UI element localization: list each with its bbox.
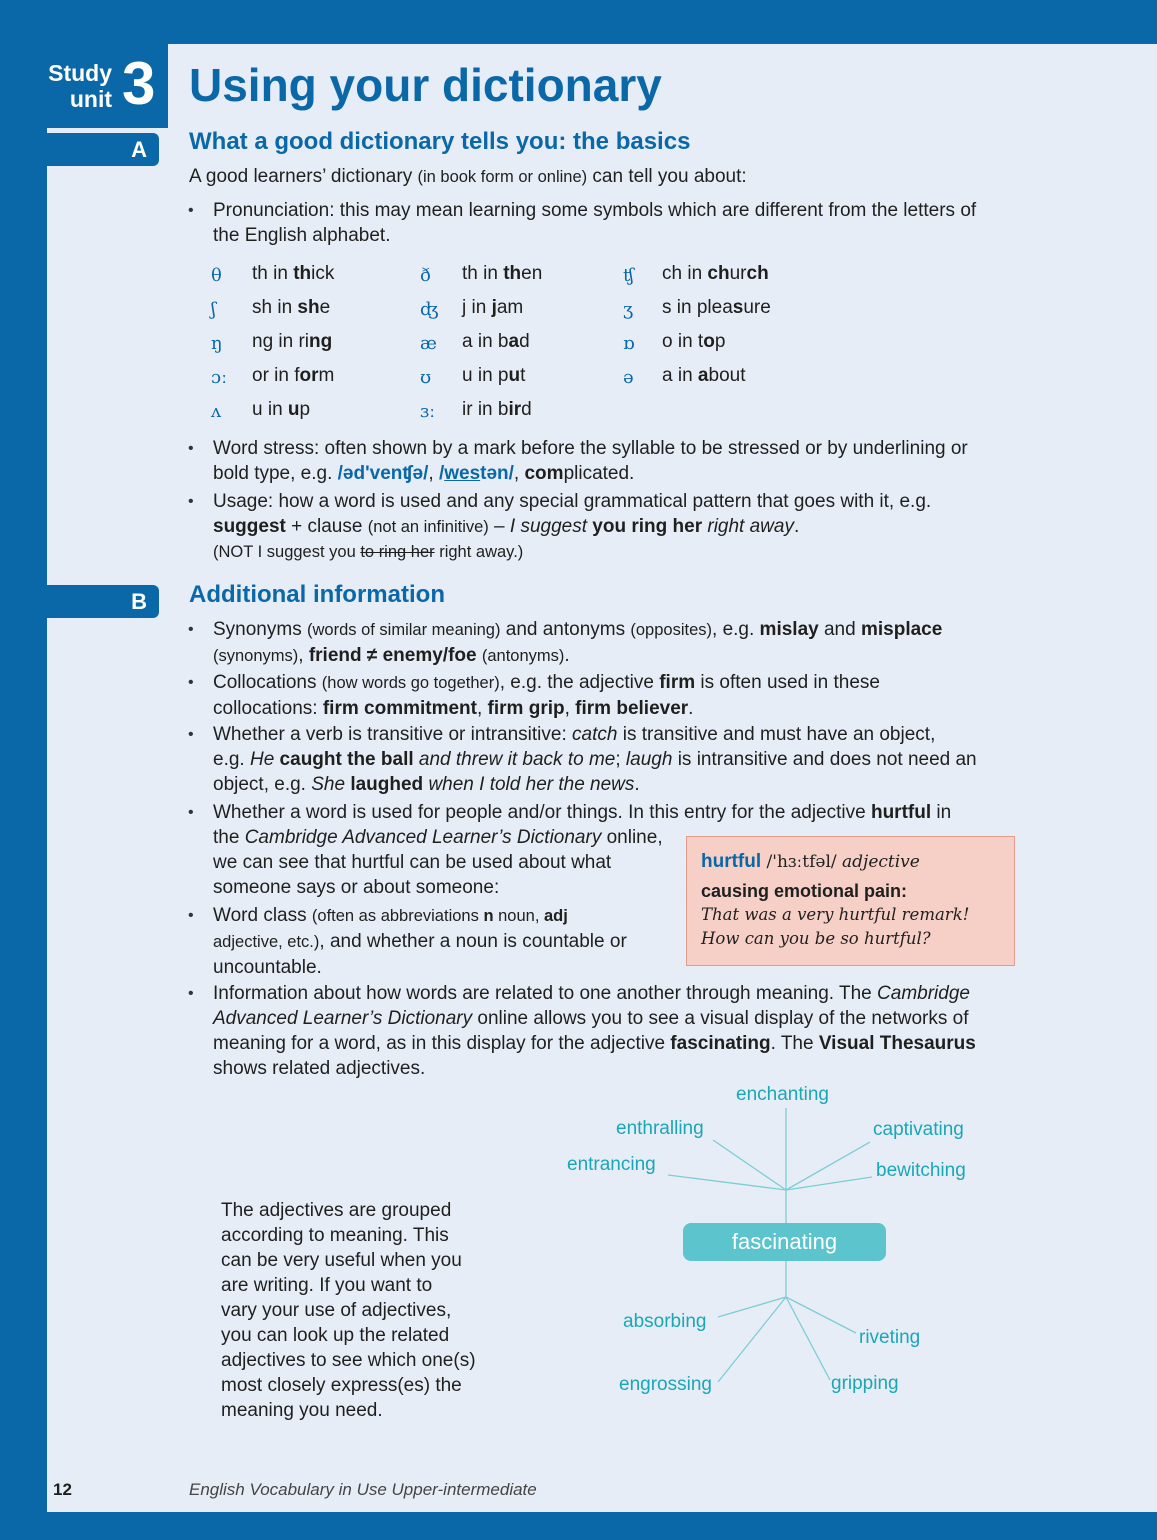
section-a-intro: A good learners’ dictionary (in book form or online) can tell you about: [189,166,747,187]
entry-headword: hurtful [701,851,762,872]
ipa-symbol: θ [211,265,222,286]
network-line [786,1297,830,1380]
entry-part-of-speech: adjective [836,852,920,872]
network-word: gripping [831,1373,899,1394]
ipa-example: ch in church [662,263,769,284]
unit-number: 3 [122,50,156,117]
pronunciation-item: Pronunciation: this may mean learning some symbols which are different from the letters of the English alphabet. [213,200,977,246]
network-word: engrossing [619,1374,712,1395]
related-words-item: Information about how words are related to one another through meaning. The Cambridge Advanced Learner’s Dictionary online allows you to see a visual display of the networks of meaning for a word, as in this display for the adjective fascinating. The Visual Thesaurus shows related adjectives. [213,983,976,1079]
ipa-example: th in thick [252,263,335,284]
section-b-tab: B [47,585,159,618]
side-note: The adjectives are grouped according to meaning. This can be very useful when you are writing. If you want to vary your use of adjectives, you can look up the related adjectives to see which one(s) most closely express(es) the meaning you need. [221,1200,476,1421]
ipa-symbol: ɒ [623,333,635,354]
ipa-example: a in about [662,365,746,386]
ipa-example: u in up [252,399,311,420]
section-a-heading: What a good dictionary tells you: the basics [189,128,691,155]
synonyms-item: Synonyms (words of similar meaning) and antonyms (opposites), e.g. mislay and misplace (synonyms), friend ≠ enemy/foe (antonyms). [213,619,943,666]
network-word: riveting [859,1327,921,1348]
ipa-symbol: ə [623,367,634,388]
ipa-symbol: ʌ [211,401,222,422]
ipa-example: ir in bird [462,399,532,420]
page-number: 12 [53,1480,72,1499]
transitive-item: Whether a verb is transitive or intransitive: catch is transitive and must have an object, e.g. He caught the ball and threw it back to me; laugh is intransitive and does not need an object, e.g. She laughed when I told her the news. [213,724,977,795]
ipa-symbol: ʒ [623,299,634,320]
entry-example: How can you be so hurtful? [701,929,931,948]
section-a-tab: A [47,133,159,166]
ipa-example: j in jam [462,297,524,318]
ipa-symbol: æ [420,333,437,354]
section-b-heading: Additional information [189,581,445,608]
bullet: • [188,202,194,219]
bullet: • [188,726,194,743]
page-title: Using your dictionary [189,59,662,111]
word-stress-item: Word stress: often shown by a mark before the syllable to be stressed or by underlining or bold type, e.g. /əd'venʧə/, /westən/, complicated. [213,438,968,484]
bullet: • [188,674,194,691]
unit-word-study: Study [48,60,112,86]
network-line [718,1297,786,1317]
entry-pronunciation: /'hɜːtfəl/ [761,852,837,872]
network-line [786,1177,872,1190]
ipa-symbol: ʤ [420,299,439,320]
ipa-example: ng in ring [252,331,333,352]
ipa-example: u in put [462,365,526,386]
unit-word-unit: unit [69,86,112,112]
network-word: absorbing [623,1311,707,1332]
bullet: • [188,493,194,510]
network-word: captivating [873,1119,964,1140]
ipa-symbol: ʊ [420,367,432,388]
network-word: enchanting [736,1084,829,1105]
ipa-example: s in pleasure [662,297,771,318]
network-line [786,1297,856,1333]
entry-example: That was a very hurtful remark! [701,905,970,924]
ipa-example: o in top [662,331,726,352]
bullet: • [188,804,194,821]
ipa-symbol: ɔː [211,367,228,388]
network-line [786,1142,870,1190]
network-word: entrancing [567,1154,656,1175]
bullet: • [188,440,194,457]
book-title: English Vocabulary in Use Upper-intermediate [189,1480,537,1499]
usage-item: Usage: how a word is used and any special grammatical pattern that goes with it, e.g. suggest + clause (not an infinitive) – I suggest you ring her right away. (NOT I suggest you to ring her right away.) [213,491,932,561]
network-center-word: fascinating [683,1223,886,1261]
collocations-item: Collocations (how words go together), e.g. the adjective firm is often used in these collocations: firm commitment, firm grip, firm believer. [213,672,880,719]
ipa-symbol: ʃ [211,299,216,320]
network-word: enthralling [616,1118,704,1139]
ipa-example: th in then [462,263,543,284]
bullet: • [188,621,194,638]
ipa-example: sh in she [252,297,331,318]
ipa-example: a in bad [462,331,530,352]
ipa-symbol: ɜː [420,401,436,422]
people-things-item: Whether a word is used for people and/or things. In this entry for the adjective hurtful in the Cambridge Advanced Learner’s Dictionary online, we can see that hurtful can be used about what someone says or about someone: [213,802,952,898]
ipa-symbol: ŋ [211,333,223,354]
word-class-item: Word class (often as abbreviations n noun, adj adjective, etc.), and whether a noun is countable or uncountable. [213,905,627,978]
network-line [718,1297,786,1382]
network-word: bewitching [876,1160,966,1181]
ipa-example: or in form [252,365,335,386]
bullet: • [188,907,194,924]
bullet: • [188,985,194,1002]
ipa-symbol: ʧ [623,265,634,286]
entry-definition: causing emotional pain: [701,881,908,901]
ipa-symbol: ð [420,265,431,286]
